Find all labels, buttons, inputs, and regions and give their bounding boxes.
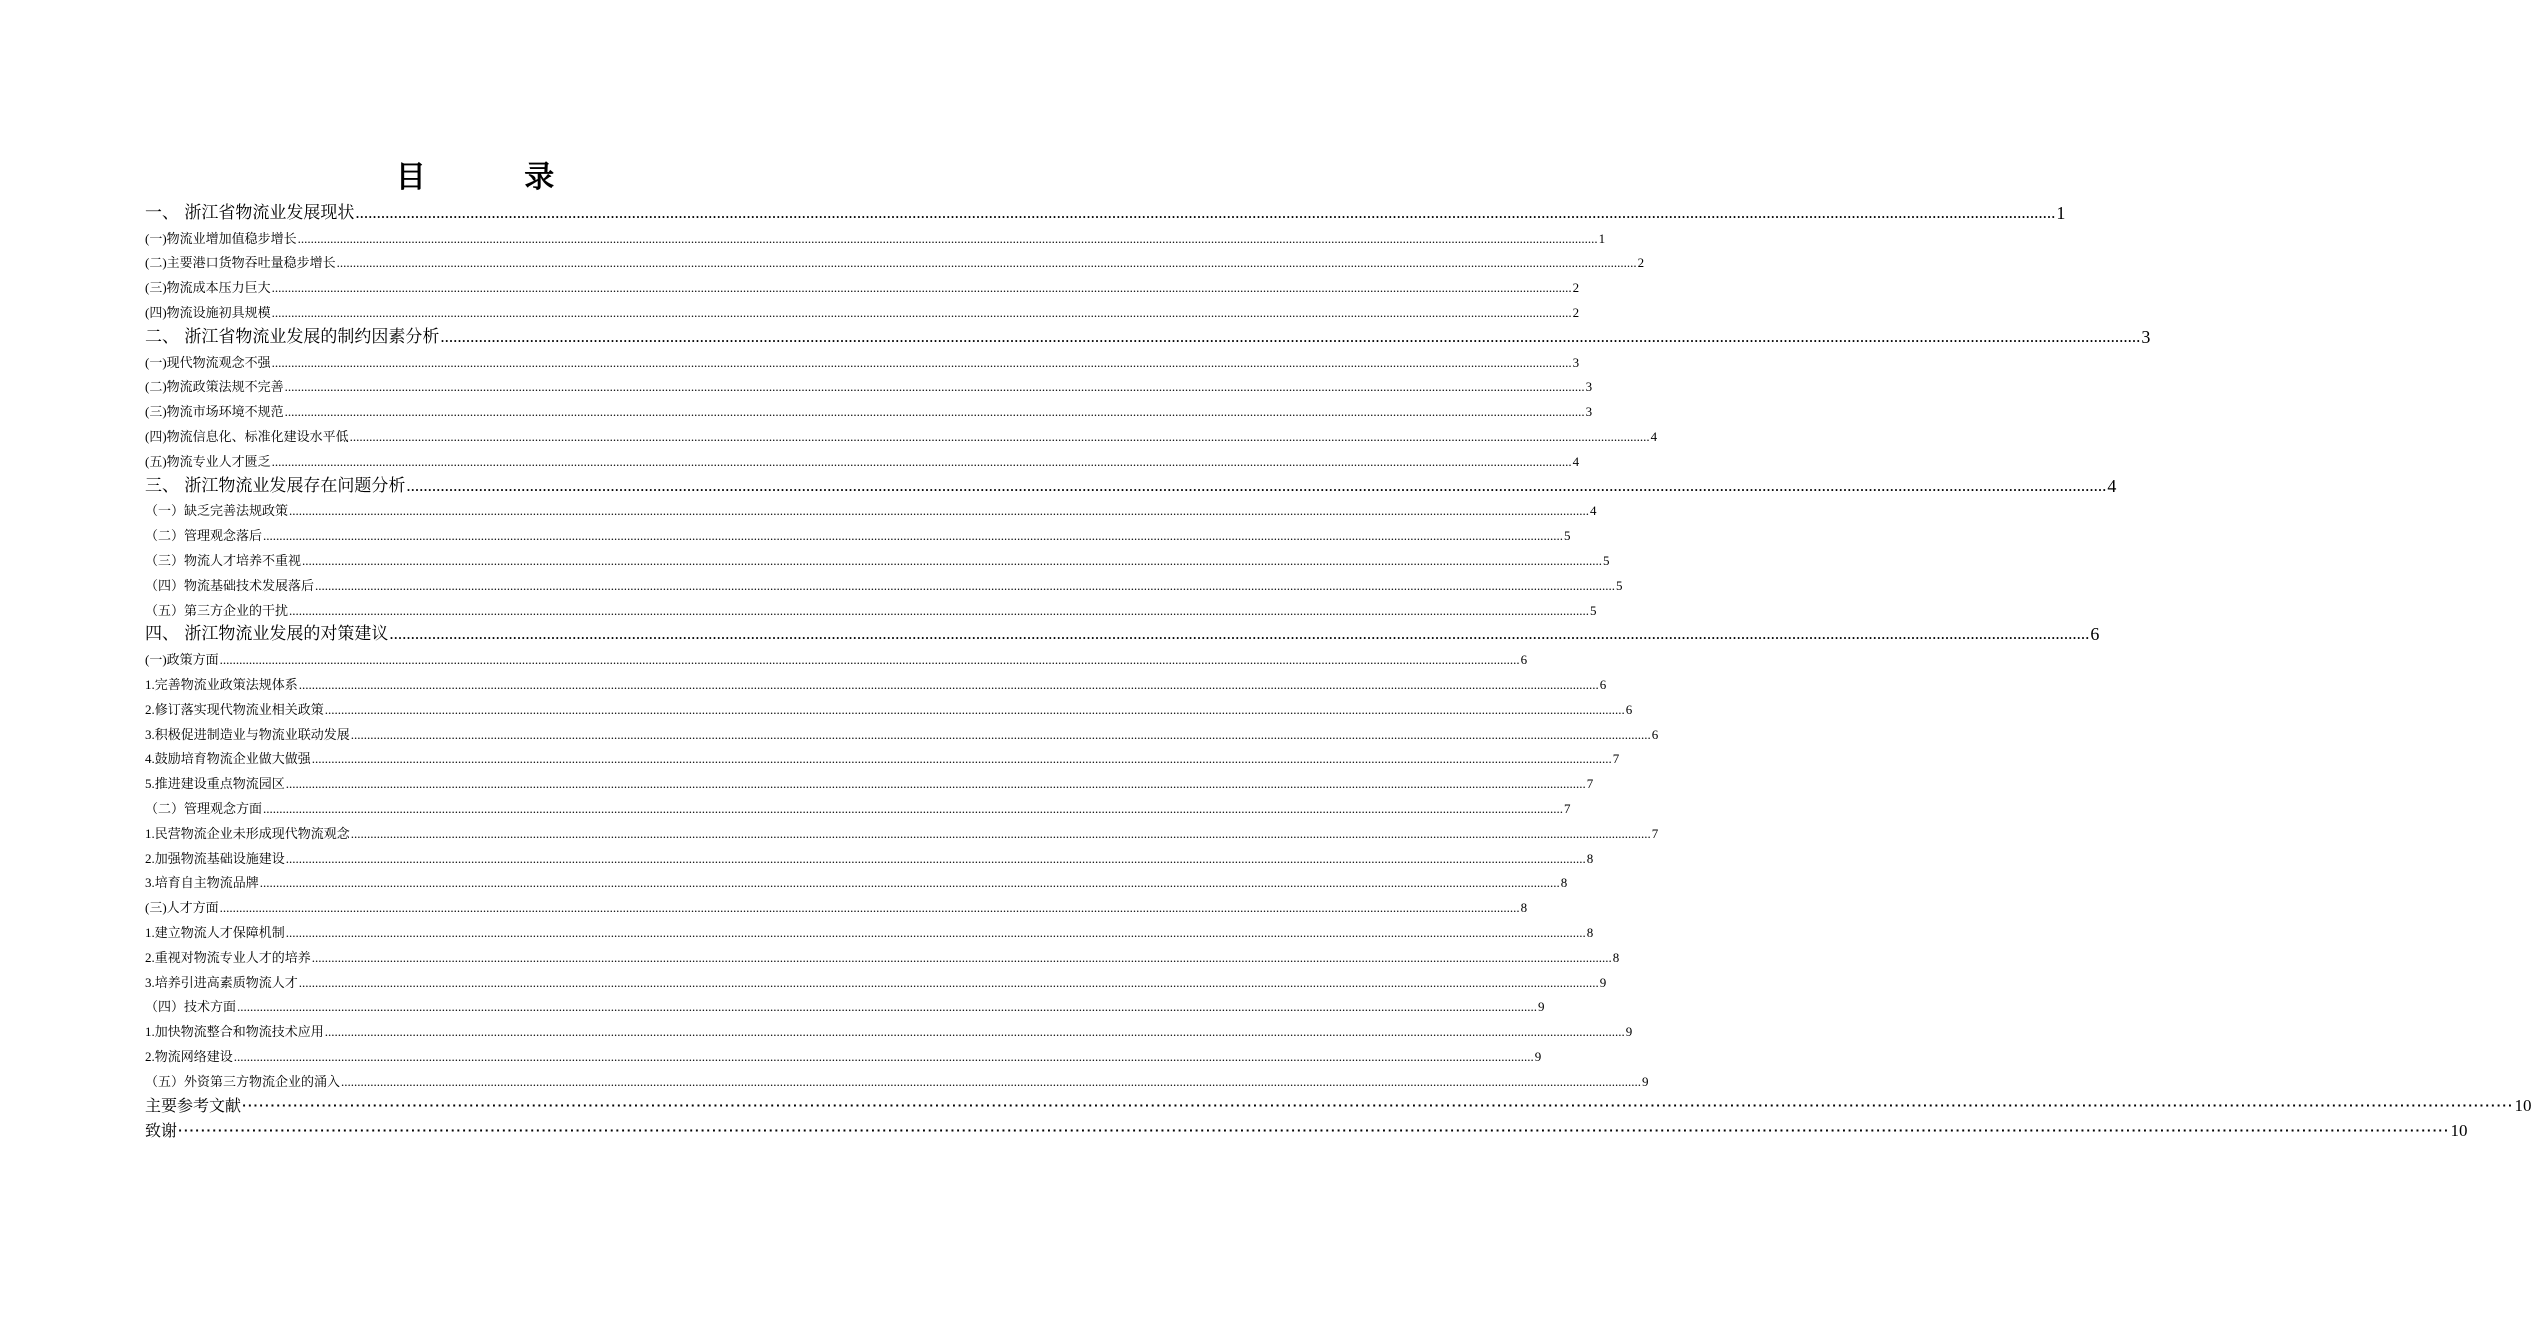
toc-entry[interactable] [145, 349, 1580, 374]
toc-entry-label: (四)物流信息化、标准化建设水平低 [145, 428, 349, 444]
toc-entry-page-number: 2 [1637, 255, 1645, 271]
dot-leader: ................................................................................................................................................................................................................................................................................................................................................................................................................ [284, 404, 1585, 420]
dot-leader: ................................................................................................................................................................................................................................................................................................................................................................................................................ [271, 354, 1572, 370]
toc-entry-page-number: 9 [1642, 1073, 1649, 1089]
toc-entry-label: （三）物流人才培养不重视 [145, 552, 302, 568]
toc-entry[interactable] [145, 1068, 1649, 1093]
toc-entry-page-number: 7 [1651, 825, 1659, 841]
toc-entry[interactable] [145, 324, 2151, 349]
toc-entry-page-number: 1 [1598, 230, 1606, 246]
toc-entry-label: (一)物流业增加值稳步增长 [145, 230, 297, 246]
toc-entry-page-number: 9 [1599, 974, 1607, 990]
toc-entry-page-number: 4 [1572, 453, 1580, 469]
dot-leader: ................................................................................................................................................................................................................................................................................................................................................................................................................ [297, 230, 1598, 246]
toc-entry-label: 1.完善物流业政策法规体系 [145, 676, 298, 692]
toc-entry[interactable] [145, 622, 2100, 647]
toc-entry-label: （二）管理观念落后 [145, 528, 263, 544]
toc-entry-page-number: 9 [1538, 999, 1545, 1015]
toc-entry[interactable] [145, 845, 1594, 870]
toc-entry-label: （四）技术方面 [145, 999, 237, 1015]
toc-entry-label: 一、 浙江省物流业发展现状 [145, 202, 355, 223]
toc-entry[interactable] [145, 994, 1545, 1019]
toc-entry-label: (一)现代物流观念不强 [145, 354, 271, 370]
toc-entry-label: 四、 浙江物流业发展的对策建议 [145, 624, 389, 645]
toc-entry[interactable] [145, 398, 1593, 423]
toc-entry-label: 1.建立物流人才保障机制 [145, 924, 285, 940]
toc-entry[interactable] [145, 423, 1658, 448]
toc-entry-page-number: 6 [1599, 676, 1607, 692]
toc-entry-label: (三)物流市场环境不规范 [145, 404, 284, 420]
toc-entry-page-number: 1 [2056, 202, 2066, 223]
toc-entry[interactable] [145, 597, 1597, 622]
toc-entry-label: 二、 浙江省物流业发展的制约因素分析 [145, 326, 440, 347]
toc-entry-page-number: 7 [1586, 776, 1594, 792]
toc-entry[interactable] [145, 1093, 2532, 1118]
toc-entry[interactable] [145, 770, 1594, 795]
dot-leader: ................................................................................................................................................................................................................................................................................................................................................................................................................ [336, 255, 1637, 271]
dot-leader: ................................................................................................................................................................................................................................................................................................................................................................................................................ [350, 726, 1651, 742]
dot-leader: ................................................................................................................................................................................................................................................................................................................................................................................................................ [298, 974, 1599, 990]
toc-entry[interactable] [145, 646, 1528, 671]
toc-entry[interactable] [145, 225, 1606, 250]
dot-leader: ................................................................................................................................................................................................................................................................................................................................................................................................................ [289, 503, 1590, 519]
toc-entry[interactable] [145, 870, 1568, 895]
toc-entry[interactable] [145, 498, 1597, 523]
toc-entry-page-number: 5 [1590, 602, 1597, 618]
toc-entry-label: 4.鼓励培育物流企业做大做强 [145, 751, 311, 767]
dot-leader: ................................................................................................................................................................................................................................................................................................................................................................................................................ [406, 475, 2107, 495]
toc-entry-page-number: 3 [1585, 404, 1593, 420]
toc-entry-page-number: 5 [1564, 528, 1571, 544]
toc-entry-label: 致谢 [145, 1120, 178, 1140]
toc-entry[interactable] [145, 795, 1571, 820]
dot-leader: ................................................................................................................................................................................................................................................................................................................................................................................................................ [259, 875, 1560, 891]
toc-entry-page-number: 2 [1572, 304, 1580, 320]
dot-leader: ................................................................................................................................................................................................................................................................................................................................................................................................................ [440, 326, 2141, 346]
toc-entry-page-number: 8 [1586, 924, 1594, 940]
toc-entry-page-number: 9 [1625, 1024, 1633, 1040]
toc-entry[interactable] [145, 374, 1593, 399]
toc-entry-page-number: 3 [1585, 379, 1593, 395]
toc-entry[interactable] [145, 274, 1580, 299]
dot-leader: ................................................................................................................................................................................................................................................................................................................................................................................................................ [289, 602, 1590, 618]
dot-leader: ................................................................................................................................................................................................................................................................................................................................................................................................................ [311, 751, 1612, 767]
toc-entry-label: (一)政策方面 [145, 652, 219, 668]
dot-leader: ················································································································································································································································································································································································································ [242, 1098, 2514, 1112]
dot-leader: ................................................................................................................................................................................................................................................................................................................................................................................................................ [233, 1048, 1534, 1064]
dot-leader: ................................................................................................................................................................................................................................................................................................................................................................................................................ [219, 652, 1520, 668]
dot-leader: ................................................................................................................................................................................................................................................................................................................................................................................................................ [271, 304, 1572, 320]
toc-entry-label: (二)物流政策法规不完善 [145, 379, 284, 395]
toc-entry-label: (三)人才方面 [145, 900, 219, 916]
toc-entry-page-number: 5 [1603, 552, 1610, 568]
toc-entry[interactable] [145, 894, 1528, 919]
toc-entry[interactable] [145, 746, 1620, 771]
toc-entry[interactable] [145, 572, 1623, 597]
toc-entry-page-number: 9 [1534, 1048, 1542, 1064]
toc-entry-label: 3.培养引进高素质物流人才 [145, 974, 298, 990]
toc-entry-label: 1.加快物流整合和物流技术应用 [145, 1024, 324, 1040]
toc-entry[interactable] [145, 944, 1620, 969]
toc-entry-page-number: 7 [1564, 800, 1571, 816]
dot-leader: ................................................................................................................................................................................................................................................................................................................................................................................................................ [311, 949, 1612, 965]
toc-entry-page-number: 3 [2141, 326, 2151, 347]
toc-entry-page-number: 6 [1651, 726, 1659, 742]
toc-entry-label: 三、 浙江物流业发展存在问题分析 [145, 475, 406, 496]
toc-entry-label: （四）物流基础技术发展落后 [145, 577, 315, 593]
dot-leader: ................................................................................................................................................................................................................................................................................................................................................................................................................ [285, 924, 1586, 940]
dot-leader: ................................................................................................................................................................................................................................................................................................................................................................................................................ [285, 850, 1586, 866]
toc-entry-page-number: 6 [2090, 624, 2100, 645]
dot-leader: ................................................................................................................................................................................................................................................................................................................................................................................................................ [219, 900, 1520, 916]
dot-leader: ................................................................................................................................................................................................................................................................................................................................................................................................................ [324, 1024, 1625, 1040]
toc-entry-page-number: 6 [1625, 701, 1633, 717]
toc-entry-page-number: 8 [1612, 949, 1620, 965]
toc-entry[interactable] [145, 820, 1659, 845]
toc-entry[interactable] [145, 1043, 1542, 1068]
toc-entry[interactable] [145, 522, 1571, 547]
dot-leader: ................................................................................................................................................................................................................................................................................................................................................................................................................ [355, 202, 2056, 222]
dot-leader: ................................................................................................................................................................................................................................................................................................................................................................................................................ [237, 999, 1538, 1015]
toc-entry-page-number: 10 [2450, 1120, 2468, 1140]
toc-entry[interactable] [145, 696, 1633, 721]
toc-entry[interactable] [145, 448, 1580, 473]
toc-entry[interactable] [145, 1018, 1633, 1043]
toc-entry-page-number: 4 [1590, 503, 1597, 519]
toc-entry-label: 3.培育自主物流品牌 [145, 875, 259, 891]
dot-leader: ................................................................................................................................................................................................................................................................................................................................................................................................................ [263, 800, 1564, 816]
dot-leader: ................................................................................................................................................................................................................................................................................................................................................................................................................ [350, 825, 1651, 841]
dot-leader: ................................................................................................................................................................................................................................................................................................................................................................................................................ [284, 379, 1585, 395]
toc-entry-label: 3.积极促进制造业与物流业联动发展 [145, 726, 350, 742]
toc-entry-page-number: 2 [1572, 280, 1580, 296]
toc-entry-page-number: 8 [1586, 850, 1594, 866]
toc-entry-page-number: 4 [2107, 475, 2117, 496]
toc-entry-label: (四)物流设施初具规模 [145, 304, 271, 320]
toc-entry[interactable] [145, 200, 2066, 225]
toc-entry[interactable] [145, 969, 1607, 994]
dot-leader: ................................................................................................................................................................................................................................................................................................................................................................................................................ [389, 624, 2090, 644]
toc-entry-label: 1.民营物流企业未形成现代物流观念 [145, 825, 350, 841]
toc-entry[interactable] [145, 299, 1580, 324]
toc-entry[interactable] [145, 671, 1607, 696]
toc-entry[interactable] [145, 473, 2117, 498]
dot-leader: ................................................................................................................................................................................................................................................................................................................................................................................................................ [285, 776, 1586, 792]
toc-entry-label: (三)物流成本压力巨大 [145, 280, 271, 296]
toc-entry-label: （五）第三方企业的干扰 [145, 602, 289, 618]
dot-leader: ................................................................................................................................................................................................................................................................................................................................................................................................................ [271, 453, 1572, 469]
dot-leader: ................................................................................................................................................................................................................................................................................................................................................................................................................ [315, 577, 1616, 593]
toc-entry-label: 2.修订落实现代物流业相关政策 [145, 701, 324, 717]
toc-entry-label: （二）管理观念方面 [145, 800, 263, 816]
toc-title: 目 录 [395, 160, 599, 195]
toc-entry-label: 2.重视对物流专业人才的培养 [145, 949, 311, 965]
dot-leader: ................................................................................................................................................................................................................................................................................................................................................................................................................ [271, 280, 1572, 296]
toc-entry[interactable] [145, 1118, 2468, 1143]
toc-entry-page-number: 3 [1572, 354, 1580, 370]
toc-entry-page-number: 10 [2514, 1095, 2532, 1115]
toc-entry-label: (二)主要港口货物吞吐量稳步增长 [145, 255, 336, 271]
toc-entry-page-number: 4 [1650, 428, 1658, 444]
dot-leader: ................................................................................................................................................................................................................................................................................................................................................................................................................ [324, 701, 1625, 717]
dot-leader: ················································································································································································································································································································································································································ [178, 1123, 2450, 1137]
dot-leader: ................................................................................................................................................................................................................................................................................................................................................................................................................ [349, 428, 1650, 444]
toc-entry[interactable] [145, 721, 1659, 746]
table-of-contents [145, 200, 2532, 1143]
toc-entry-label: 2.加强物流基础设施建设 [145, 850, 285, 866]
dot-leader: ................................................................................................................................................................................................................................................................................................................................................................................................................ [341, 1073, 1642, 1089]
toc-entry[interactable] [145, 547, 1610, 572]
toc-entry-page-number: 8 [1560, 875, 1568, 891]
toc-entry-label: 主要参考文献 [145, 1095, 242, 1115]
dot-leader: ................................................................................................................................................................................................................................................................................................................................................................................................................ [302, 552, 1603, 568]
toc-entry-label: 5.推进建设重点物流园区 [145, 776, 285, 792]
toc-entry-label: (五)物流专业人才匮乏 [145, 453, 271, 469]
dot-leader: ................................................................................................................................................................................................................................................................................................................................................................................................................ [298, 676, 1599, 692]
toc-entry-label: （五）外资第三方物流企业的涌入 [145, 1073, 341, 1089]
toc-entry-label: 2.物流网络建设 [145, 1048, 233, 1064]
dot-leader: ................................................................................................................................................................................................................................................................................................................................................................................................................ [263, 528, 1564, 544]
toc-entry-page-number: 5 [1616, 577, 1623, 593]
toc-entry[interactable] [145, 250, 1645, 275]
toc-entry-page-number: 8 [1520, 900, 1528, 916]
toc-entry-page-number: 6 [1520, 652, 1528, 668]
toc-entry-page-number: 7 [1612, 751, 1620, 767]
toc-entry[interactable] [145, 919, 1594, 944]
toc-entry-label: （一）缺乏完善法规政策 [145, 503, 289, 519]
